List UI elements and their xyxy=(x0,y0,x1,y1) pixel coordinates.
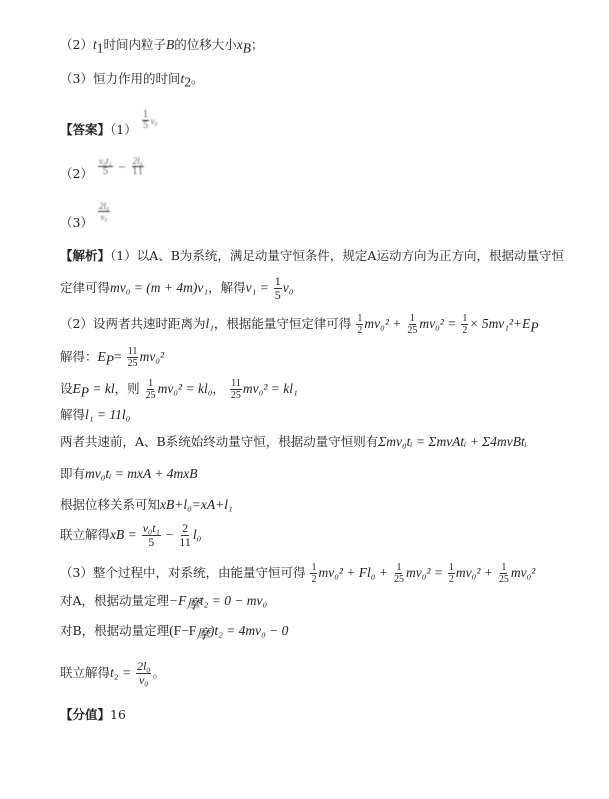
analysis-line-13: 对B，根据动量定理$(F-F_摩)t_2 = 4mv_0 - 0$ xyxy=(60,623,289,642)
analysis-line-8: 即有mv₀tᵢ = mxA + 4mxB xyxy=(60,466,198,481)
answer-1-formula-image: $\frac{1}{5}$ v₀ xyxy=(142,110,158,131)
answer-3-formula-image: $\frac{\text{2l₀}}{\text{v₀}}$ xyxy=(98,201,110,222)
analysis-line-9: 根据位移关系可知xB+l₀=xA+l₁ xyxy=(60,497,233,512)
analysis-line-5: 设$E_P$ = kl，则 $\frac{1}{25}$ mv₀² = kl₀， $\frac{11}{25}$ mv₀² = kl₁ xyxy=(60,378,298,401)
answer-label: 【答案】 xyxy=(60,122,111,137)
analysis-line-6: 解得l₁ = 11l₀ xyxy=(60,407,131,422)
answer-1: 【答案】（1） $\frac{1}{5}$ v₀ xyxy=(60,110,158,137)
answer-3: （3） $\frac{\text{2l₀}}{\text{v₀}}$ xyxy=(60,201,110,230)
score-value: 16 xyxy=(110,707,126,722)
analysis-line-4: 解得：$E_P=$ $\frac{11}{25}$ mv₀² xyxy=(60,346,165,369)
analysis-line-12: 对A，根据动量定理$-F_摩t_2 = 0 - mv_0$ xyxy=(60,593,268,612)
question-3: （3）恒力作用的时间$t_2$。 xyxy=(60,71,204,90)
analysis-line-7: 两者共速前，A、B系统始终动量守恒，根据动量守恒则有Σmv₀tᵢ = ΣmvAtᵢ + Σ4mvBtᵢ xyxy=(60,434,527,449)
analysis-line-3: （2）设两者共速时距离为l₁，根据能量守恒定律可得 $\frac{1}{2}$ mv₀² + $\frac{1}{25}$ mv₀² = $\frac{1}{2}$ × $5mv_1^2+E_P$ xyxy=(60,313,539,336)
analysis-line-14: 联立解得t₂ = $\frac{\text{2l₀}}{\text{v₀}}$ 。 xyxy=(60,659,165,687)
analysis-label: 【解析】 xyxy=(60,248,111,263)
analysis-line-1: 【解析】（1）以A、B为系统，满足动量守恒条件，规定A运动方向为正方向，根据动量守恒 xyxy=(60,248,564,263)
score-line xyxy=(60,706,126,724)
answer-2: （2） $\frac{\text{v₀t₁}}{5}$ − $\frac{\text{2l₀}}{11}$ xyxy=(60,156,144,181)
question-2: $(2)t_1$时间内粒子B的位移大小$x_B$； xyxy=(60,37,264,56)
analysis-line-11: （3）整个过程中，对系统，由能量守恒可得 $\frac{1}{2}$ mv₀² + Fl₀ + $\frac{1}{25}$ mv₀² = $\frac{1}{2}$ mv₀² + $\frac{1}{25}$ mv₀² xyxy=(60,562,536,585)
score-label: 【分值】 xyxy=(60,707,111,722)
answer-2-formula-image: $\frac{\text{v₀t₁}}{5}$ − $\frac{\text{2l₀}}{11}$ xyxy=(98,156,144,177)
analysis-line-10: 联立解得xB = $\frac{\text{v₀t₁}}{5}$ − $\frac{2}{11}$ l₀ xyxy=(60,521,202,549)
analysis-line-2: 定律可得mv₀ = (m + 4m)v₁，解得v₁ = $\frac{1}{5}$ v₀ xyxy=(60,274,294,302)
